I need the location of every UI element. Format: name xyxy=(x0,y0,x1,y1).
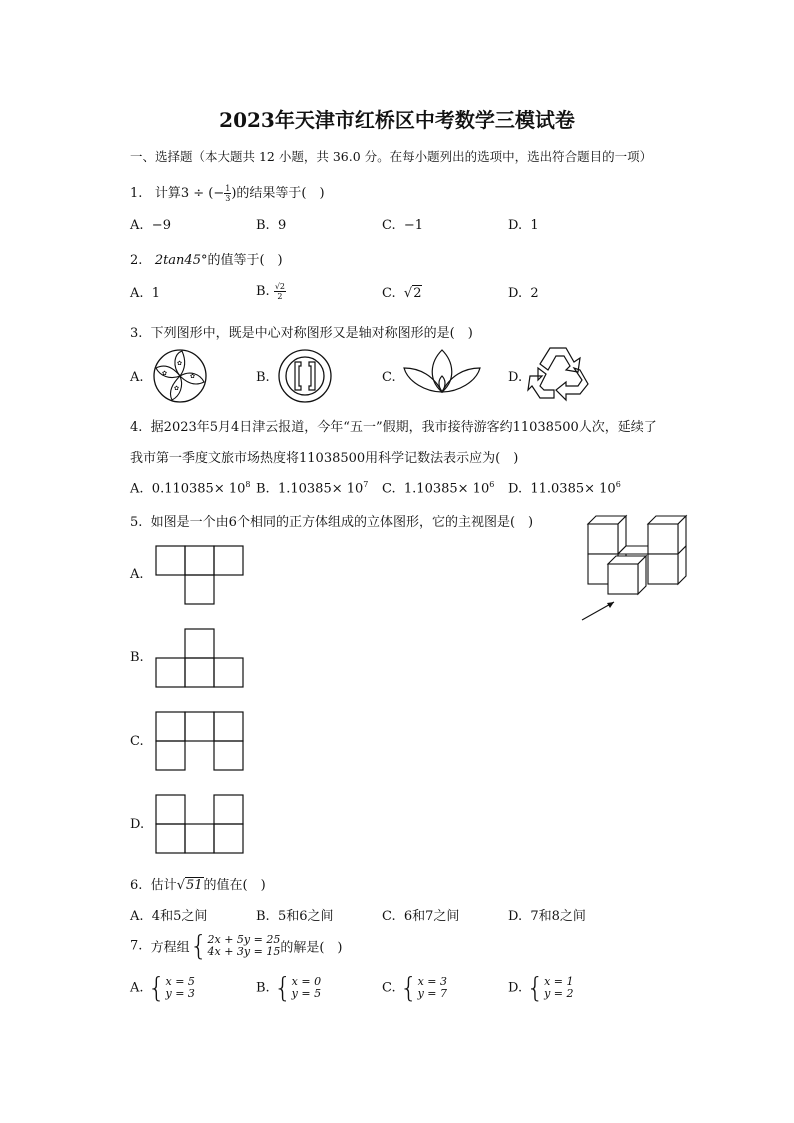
sqrt-value: 51 xyxy=(185,878,203,893)
option-d[interactable]: D. 2 xyxy=(508,286,539,301)
option-a[interactable]: A. −9 xyxy=(130,218,171,233)
lotus-figure[interactable] xyxy=(402,346,482,400)
option-c[interactable]: C. { x = 3 y = 7 xyxy=(382,971,448,1004)
option-b[interactable]: B. $1.10385\times 10^7$ xyxy=(256,480,369,497)
option-c[interactable]: C. $1.10385\times 10^6$ xyxy=(382,480,495,497)
question-4 xyxy=(130,416,657,435)
option-b[interactable]: B. $\frac{√2}{2}$ xyxy=(256,282,286,301)
option-a[interactable]: A. $0.110385\times 10^8$ xyxy=(130,480,251,497)
option-b[interactable]: B. { x = 0 y = 5 xyxy=(256,971,322,1004)
math-expression: 2tan45° xyxy=(154,253,208,268)
svg-text:✿: ✿ xyxy=(190,373,196,380)
question-text: 如图是一个由6个相同的正方体组成的立体图形，它的主视图是( ) xyxy=(150,515,534,530)
ring-bracket-figure[interactable] xyxy=(277,348,333,404)
option-b[interactable]: B. 5和6之间 xyxy=(256,909,334,924)
option-a[interactable]: A. { x = 5 y = 3 xyxy=(130,971,195,1004)
option-b-label[interactable]: B. xyxy=(130,650,144,665)
option-a[interactable]: A. 1 xyxy=(130,286,161,301)
question-text-line-1: 据2023年5月4日津云报道，今年“五一”假期，我市接待游客约11038500人次，延续了 xyxy=(150,420,657,435)
svg-text:✿: ✿ xyxy=(162,370,168,377)
option-d[interactable]: D. 7和8之间 xyxy=(508,909,586,924)
question-text-post: 的值等于( ) xyxy=(207,253,283,268)
option-d-label[interactable]: D. xyxy=(508,370,523,385)
view-c-figure[interactable] xyxy=(155,711,245,771)
option-b[interactable]: B. 9 xyxy=(256,218,287,233)
option-c[interactable]: C. √2 xyxy=(382,286,422,301)
question-number: 7. xyxy=(130,938,143,954)
pinwheel-figure[interactable] xyxy=(152,348,208,404)
view-d-figure[interactable] xyxy=(155,794,245,854)
question-number: 6. xyxy=(130,878,143,893)
option-d[interactable]: D. { x = 1 y = 2 xyxy=(508,971,574,1004)
view-a-figure[interactable] xyxy=(155,545,245,605)
option-d[interactable]: D. $11.0385\times 10^6$ xyxy=(508,480,621,497)
question-text: 下列图形中，既是中心对称图形又是轴对称图形的是( ) xyxy=(150,326,473,341)
question-1 xyxy=(130,182,325,203)
svg-text:✿: ✿ xyxy=(174,385,180,392)
cube-stack-figure xyxy=(580,512,692,624)
section-heading: 一、选择题（本大题共 12 小题，共 36.0 分。在每小题列出的选项中，选出符合题目的一项） xyxy=(130,149,653,164)
option-a[interactable]: A. 4和5之间 xyxy=(130,909,208,924)
option-c-label[interactable]: C. xyxy=(382,370,396,385)
question-number: 5. xyxy=(130,515,143,530)
page-title: 2023年天津市红桥区中考数学三模试卷 xyxy=(219,108,575,132)
question-text-line-2: 我市第一季度文旅市场热度将11038500用科学记数法表示应为( ) xyxy=(130,451,519,466)
question-2 xyxy=(130,249,283,268)
option-c-label[interactable]: C. xyxy=(130,734,144,749)
option-a-label[interactable]: A. xyxy=(130,370,144,385)
option-c[interactable]: C. 6和7之间 xyxy=(382,909,460,924)
question-6: 6. 估计√51的值在( ) xyxy=(130,878,266,893)
question-number: 1. xyxy=(130,186,143,201)
recycle-figure[interactable] xyxy=(528,346,592,402)
question-text-post: )的结果等于( ) xyxy=(231,186,325,201)
question-number: 2. xyxy=(130,253,143,268)
question-number: 3. xyxy=(130,326,143,341)
option-b-label[interactable]: B. xyxy=(256,370,270,385)
option-d-label[interactable]: D. xyxy=(130,817,145,832)
option-d[interactable]: D. 1 xyxy=(508,218,539,233)
question-text-pre: 计算3 ÷ (− xyxy=(154,186,225,201)
fraction: $\frac{1}{3}$ xyxy=(225,184,231,203)
question-5 xyxy=(130,511,533,530)
svg-text:✿: ✿ xyxy=(177,360,183,367)
option-c[interactable]: C. −1 xyxy=(382,218,424,233)
view-b-figure[interactable] xyxy=(155,628,245,688)
equation-system: 2x + 5y = 25 4x + 3y = 15 xyxy=(207,933,281,958)
question-3 xyxy=(130,322,473,341)
question-number: 4. xyxy=(130,420,143,435)
option-a-label[interactable]: A. xyxy=(130,567,144,582)
question-7: 7. 方程组{ 2x + 5y = 25 4x + 3y = 15 的解是( ) xyxy=(130,929,343,962)
